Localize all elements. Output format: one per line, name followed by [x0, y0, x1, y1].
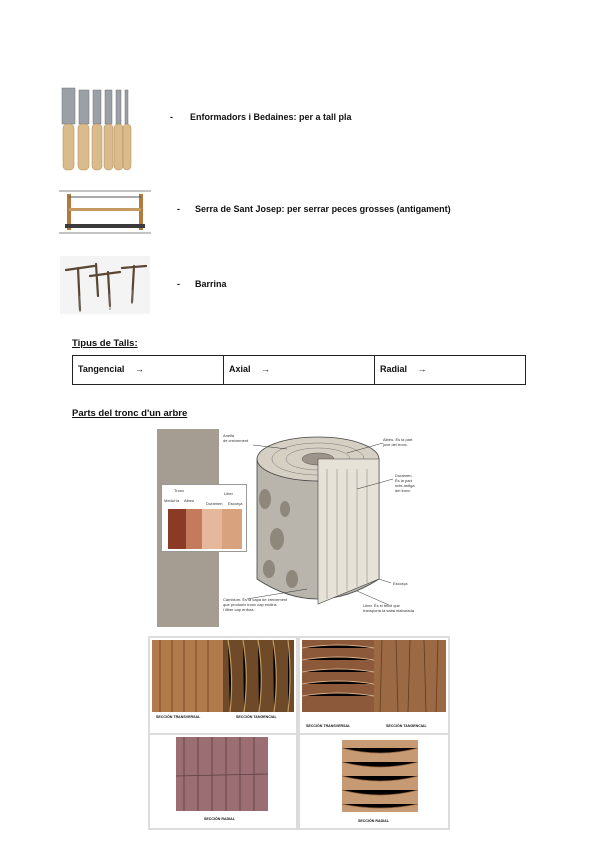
trunk-inset-photo	[161, 484, 247, 552]
tool-label-saw: Serra de Sant Josep: per serrar peces grosses (antigament)	[195, 204, 451, 214]
label-bark: Escorça	[393, 581, 408, 586]
chisel-set-image	[58, 84, 142, 174]
section-caption: SECCIÓN TRANSVERSAL	[156, 715, 201, 719]
inset-label: Escorça	[228, 501, 243, 506]
cuts-heading: Tipus de Talls:	[72, 338, 138, 349]
label-ring: Anella de creixement	[223, 433, 249, 443]
trunk-diagram	[157, 429, 442, 627]
cuts-table	[72, 355, 526, 385]
inset-label: Duramen	[206, 501, 223, 506]
inset-label: Tronc	[174, 488, 185, 493]
cut-cell-tangencial	[73, 356, 224, 384]
trunk-heading: Parts del tronc d'un arbre	[72, 408, 188, 419]
frame-saw-image	[59, 190, 151, 234]
arrow-icon: →	[261, 364, 271, 374]
section-caption: SECCIÓN TANGENCIAL	[236, 715, 277, 719]
cut-cell-axial	[224, 356, 375, 384]
label-phloem: Liber. És el teixit que transporta la saba elaborada	[363, 603, 414, 613]
inset-label: Albeu	[184, 498, 195, 503]
chisel-set-icon	[58, 84, 142, 174]
section-caption: SECCIÓN RADIAL	[358, 819, 389, 823]
cut-cell-radial	[375, 356, 525, 384]
label-cambium: Càmbium. És la capa de creixement que produeix tronc cap endins i lliber cap enfora.	[223, 597, 288, 612]
cut-label: Radial	[380, 364, 408, 374]
tool-label-chisels: Enformadors i Bedaines: per a tall pla	[190, 112, 352, 122]
cut-label: Tangencial	[78, 364, 125, 374]
inset-label: Medul·la	[164, 498, 180, 503]
section-caption: SECCIÓN RADIAL	[204, 817, 235, 821]
tool-label-auger: Barrina	[195, 279, 227, 289]
list-dash: -	[177, 204, 180, 214]
list-dash: -	[177, 279, 180, 289]
wood-cross-section-photo	[162, 485, 246, 551]
label-heartwood: Duramen. És la part més antiga del tronc	[395, 473, 415, 493]
auger-drill-icon	[60, 256, 150, 314]
section-caption: SECCIÓN TRANSVERSAL	[306, 724, 351, 728]
cut-label: Axial	[229, 364, 251, 374]
wood-sections-texture	[148, 636, 450, 830]
section-caption: SECCIÓN TANGENCIAL	[386, 724, 427, 728]
inset-label: Liber	[224, 491, 233, 496]
label-sapwood: Albeu. És la part jove del tronc.	[383, 437, 413, 447]
arrow-icon: →	[417, 364, 427, 374]
auger-image	[60, 256, 150, 314]
wood-sections-photo	[148, 636, 450, 830]
list-dash: -	[170, 112, 173, 122]
arrow-icon: →	[134, 364, 144, 374]
frame-saw-icon	[59, 190, 151, 234]
